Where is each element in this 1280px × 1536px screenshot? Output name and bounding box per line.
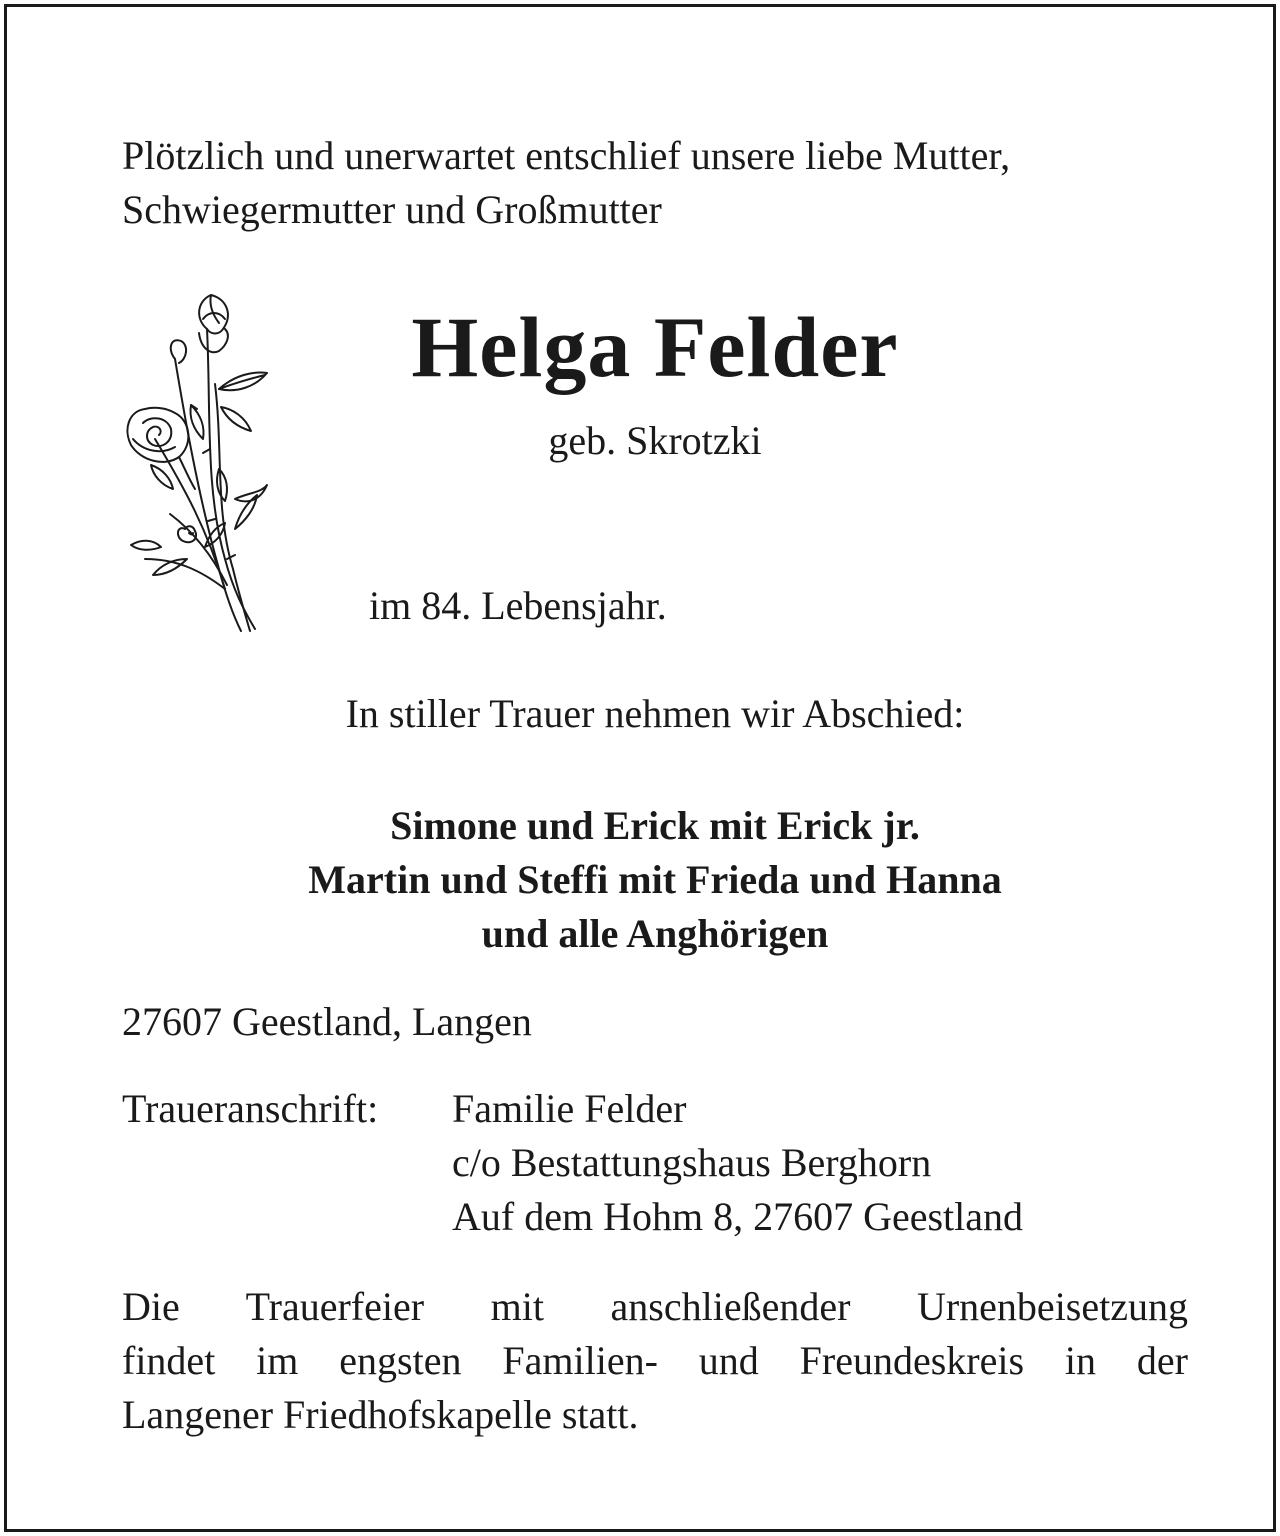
deceased-name: Helga Felder: [411, 299, 899, 395]
place-text: 27607 Geestland, Langen: [122, 999, 532, 1044]
farewell-text: In stiller Trauer nehmen wir Abschied:: [345, 691, 965, 736]
address-line-3: Auf dem Hohm 8, 27607 Geestland: [452, 1194, 1024, 1239]
mourners-list: [7, 799, 1280, 961]
ceremony-line-3: Langener Friedhofskapelle statt.: [122, 1392, 639, 1437]
intro-line-1: Plötzlich und unerwartet entschlief unsere liebe Mutter,: [122, 133, 1011, 178]
age-text: im 84. Lebensjahr.: [369, 583, 667, 628]
mourner-line-1: Simone und Erick mit Erick jr.: [390, 803, 920, 848]
obituary-notice: [4, 4, 1276, 1532]
address-label: Traueranschrift:: [122, 1086, 379, 1131]
mourner-line-3: und alle Anghörigen: [481, 911, 829, 956]
mourner-line-2: Martin und Steffi mit Frieda und Hanna: [308, 857, 1002, 902]
maiden-name: geb. Skrotzki: [548, 418, 762, 463]
address-block: [452, 1082, 1023, 1244]
ceremony-line-2: findet im engsten Familien- und Freundeskreis in der: [122, 1338, 1188, 1383]
address-line-1: Familie Felder: [452, 1086, 687, 1131]
intro-line-2: Schwiegermutter und Großmutter: [122, 187, 662, 232]
intro-text: [122, 129, 1010, 237]
ceremony-line-1: Die Trauerfeier mit anschließender Urnenbeisetzung: [122, 1284, 1188, 1329]
address-line-2: c/o Bestattungshaus Berghorn: [452, 1140, 932, 1185]
ceremony-text: [122, 1280, 1188, 1442]
